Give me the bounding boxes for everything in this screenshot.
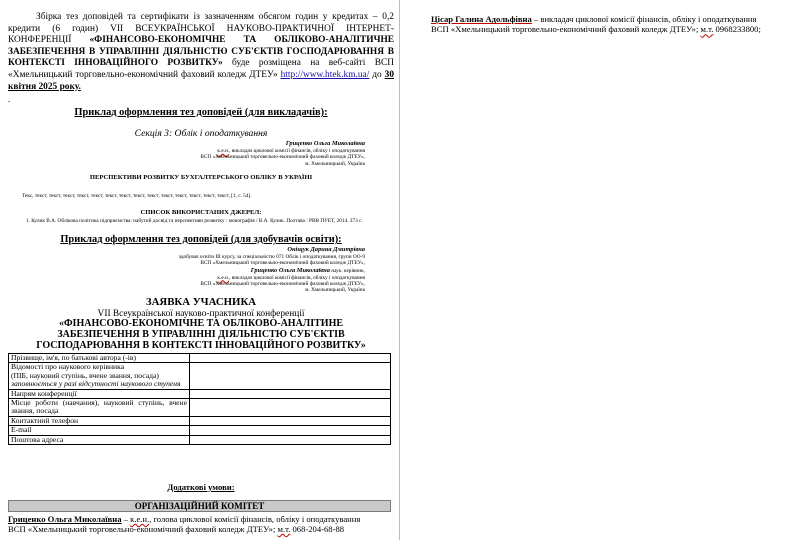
form-value-supervisor[interactable]: [190, 363, 391, 389]
form-label-email: E-mail: [9, 426, 190, 435]
student-line2: ВСП «Хмельницький торговельно-економічний фаховий коледж ДТЕУ»,: [200, 260, 365, 267]
advisor-line3: м. Хмельницький, Україна: [305, 287, 365, 294]
college-website-link[interactable]: http://www.htek.km.ua/: [280, 69, 370, 80]
teacher-author-line3: м. Хмельницький, Україна: [305, 160, 365, 167]
form-label-author: Прізвище, ім'я, по батькові автора (-ів): [9, 354, 190, 363]
form-row-workplace: [9, 399, 391, 417]
stray-dot: .: [8, 94, 11, 104]
form-row-phone: [9, 416, 391, 425]
example-students-heading: Приклад оформлення тез доповідей (для здобувачів освіти):: [60, 234, 342, 245]
document-page-right: [401, 0, 800, 540]
reference-item: 1. Кулик В.А. Облікова політика підприємства: набутий досвід та перспективи розвитку : монографія / В.А. Кулик. Полтава : РВВ ПУЕТ, 2014. 373 с.: [26, 218, 363, 224]
form-label-phone: Контактний телефон: [9, 416, 190, 425]
intro-text-2: буде розміщена на веб-сайті ВСП «Хмельницький торговельно-економічний фаховий коледж ДТЕУ»: [8, 58, 395, 80]
form-label-workplace: Місце роботи (навчання), науковий ступінь, вчене звання, посада: [9, 399, 190, 417]
student-author-block: [120, 246, 365, 293]
application-subtitle: VII Всеукраїнської науково-практичної конференції: [97, 309, 305, 319]
form-label-direction: Напрям конференції: [9, 389, 190, 398]
teacher-author-line1: к.е.н., викладач циклової комісії фінансів, обліку і оподаткування: [217, 148, 365, 154]
advisor-line2: ВСП «Хмельницький торговельно-економічний фаховий коледж ДТЕУ»,: [200, 280, 365, 287]
teacher-author-name: Гриценко Ольга Миколаївна: [285, 140, 365, 147]
paper-body-text: Текс, текст, текст, текст, текст, текст, текст, текст, текст, текст, текст, текст, текст, текст, текст, [1, с. 54].: [22, 193, 252, 199]
extra-conditions-heading: Додаткові умови:: [167, 482, 235, 492]
committee-member-1-degree: к.е.н.: [130, 514, 150, 524]
form-value-direction[interactable]: [190, 389, 391, 398]
advisor-name-line: [120, 267, 365, 275]
teacher-author-degree: к.е.н.: [217, 148, 230, 154]
committee-member-2: Цісар Галина Адольфівна – викладач циклової комісії фінансів, обліку і оподаткування ВСП «Хмельницький торговельно-економічний фаховий коледж ДТЕУ»; м.т. 0968233800;: [431, 14, 761, 35]
committee-member-2-phone: 0968233800;: [713, 24, 761, 35]
form-row-supervisor: [9, 363, 391, 389]
advisor-name: Гриценко Ольга Миколаївна: [250, 266, 330, 274]
form-row-address: [9, 435, 391, 444]
application-conference-title: «ФІНАНСОВО-ЕКОНОМІЧНЕ ТА ОБЛІКОВО-АНАЛІТИНЕ ЗАБЕЗПЕЧЕННЯ В УПРАВЛІННІ ДІЯЛЬНІСТЮ СУБ'ЄКТІВ ГОСПОДАРЮВАННЯ В КОНТЕКСТІ ІННОВАЦІЙНОГО РОЗВИТКУ»: [36, 318, 366, 351]
form-value-phone[interactable]: [190, 416, 391, 425]
committee-member-1: Гриценко Ольга Миколаївна – к.е.н., голова циклової комісії фінансів, обліку і оподаткування ВСП «Хмельницький торговельно-економічний фаховий коледж ДТЕУ»; м.т. 068-204-68-88: [8, 514, 361, 534]
form-label-address: Поштова адреса: [9, 435, 190, 444]
student-name: Оніщук Дарина Дмитрівна: [287, 246, 365, 253]
section-label: Секція 3: Облік і оподаткування: [134, 128, 268, 139]
advisor-suffix: наук. керівник,: [329, 267, 365, 274]
paper-title: ПЕРСПЕКТИВИ РОЗВИТКУ БУХГАЛТЕРСЬКОГО ОБЛІКУ В УКРАЇНІ: [89, 174, 313, 181]
organizing-committee-heading: ОРГАНІЗАЦІЙНИЙ КОМІТЕТ: [8, 500, 391, 512]
committee-member-1-name: Гриценко Ольга Миколаївна: [8, 514, 122, 524]
example-teachers-heading: Приклад оформлення тез доповідей (для викладачів):: [74, 107, 328, 118]
intro-conference-title: «ФІНАНСОВО-ЕКОНОМІЧНЕ ТА ОБЛІКОВО-АНАЛІТИЧНЕ ЗАБЕЗПЕЧЕННЯ В УПРАВЛІННІ ДІЯЛЬНІСТЮ СУБ'ЄКТІВ ГОСПОДАРЮВАННЯ В КОНТЕКСТІ ІННОВАЦІЙНОГО РОЗВИТКУ»: [8, 35, 395, 69]
advisor-degree: к.е.н.: [217, 274, 230, 281]
references-heading: СПИСОК ВИКОРИСТАНИХ ДЖЕРЕЛ:: [140, 209, 262, 216]
committee-member-2-name: Цісар Галина Адольфівна: [431, 14, 532, 24]
committee-member-1-phone: 068-204-68-88: [290, 524, 345, 534]
deadline-date: 30 квітня 2025 року.: [8, 69, 394, 92]
form-value-author[interactable]: [190, 354, 391, 363]
form-value-email[interactable]: [190, 426, 391, 435]
advisor-line1: к.е.н., викладач циклової комісії фінансів, обліку і оподаткування: [217, 274, 365, 281]
application-title: ЗАЯВКА УЧАСНИКА: [145, 296, 257, 308]
form-value-address[interactable]: [190, 435, 391, 444]
intro-text-3: до: [369, 69, 385, 80]
teacher-author-line2: ВСП «Хмельницький торговельно-економічний фаховий коледж ДТЕУ»,: [200, 154, 365, 161]
form-label-supervisor: Відомості про наукового керівника (ПІБ, науковий ступінь, вчене звання, посада) заповнюється у разі відсутності наукового ступеня: [9, 363, 190, 389]
teacher-author-block: [120, 140, 365, 167]
intro-paragraph: [8, 12, 394, 93]
form-value-workplace[interactable]: [190, 399, 391, 417]
application-form-table: [8, 353, 391, 445]
form-row-email: [9, 426, 391, 435]
intro-text: Збірка тез доповідей та сертифікати із зазначенням обсягом годин у кредитах – 0,2 кредити (6 годин) VII ВСЕУКРАЇНСЬКОЇ НАУКОВО-ПРАКТИЧНОЇ ІНТЕРНЕТ-КОНФЕРЕНЦІЇ: [8, 12, 394, 46]
student-line1: здобувач освіти ІІІ курсу, за спеціальністю 071 Облік і оподаткування, групи ОО-9: [178, 254, 365, 260]
